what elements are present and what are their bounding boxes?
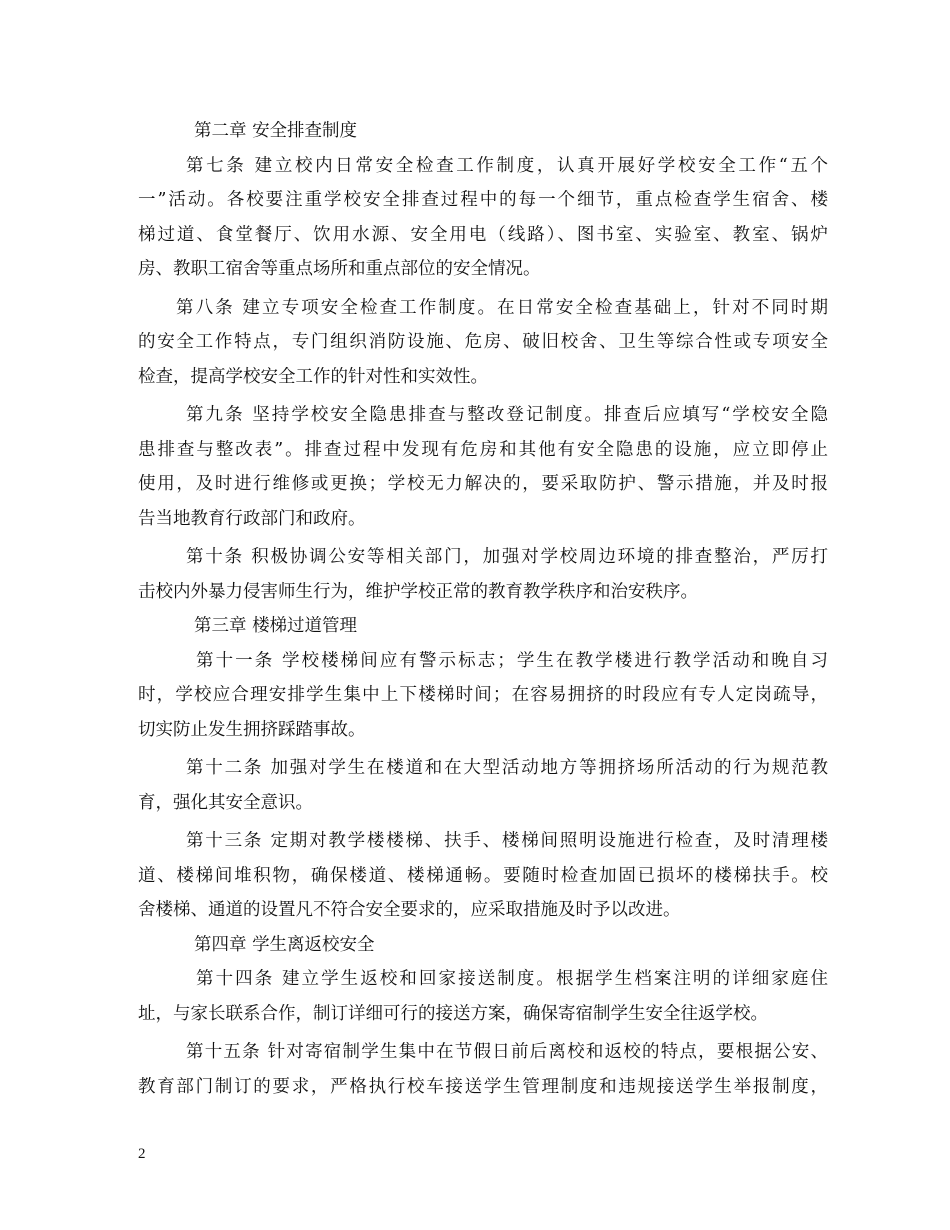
chapter-heading: 第三章 楼梯过道管理 [194, 616, 358, 636]
paragraph-line: 的安全工作特点，专门组织消防设施、危房、破旧校舍、卫生等综合性或专项安全 [138, 332, 828, 352]
article-paragraph [138, 962, 828, 1031]
paragraph-line: 第十四条 建立学生返校和回家接送制度。根据学生档案注明的详细家庭住 [196, 969, 828, 989]
paragraph-line: 检查，提高学校安全工作的针对性和实效性。 [138, 366, 488, 387]
paragraph-line: 患排查与整改表”。排查过程中发现有危房和其他有安全隐患的设施，应立即停止 [138, 439, 828, 460]
paragraph-line: 第十条 积极协调公安等相关部门，加强对学校周边环境的排查整治，严厉打 [186, 547, 828, 567]
article-paragraph [138, 149, 828, 287]
document-body [138, 114, 828, 1104]
paragraph-line: 时，学校应合理安排学生集中上下楼梯时间；在容易拥挤的时段应有专人定岗疏导， [138, 685, 828, 705]
paragraph-line: 道、楼梯间堆积物，确保楼道、楼梯通畅。要随时检查加固已损坏的楼梯扶手。校 [138, 865, 828, 886]
page-number: 2 [138, 1146, 146, 1162]
article-paragraph [138, 540, 828, 609]
paragraph-line: 第八条 建立专项安全检查工作制度。在日常安全检查基础上，针对不同时期 [176, 297, 828, 318]
article-paragraph [138, 824, 828, 928]
article-paragraph [138, 1035, 828, 1104]
paragraph-line: 址，与家长联系合作，制订详细可行的接送方案，确保寄宿制学生安全往返学校。 [138, 1003, 768, 1024]
paragraph-line: 一”活动。各校要注重学校安全排查过程中的每一个细节，重点检查学生宿舍、楼 [138, 190, 828, 210]
chapter-heading: 第四章 学生离返校安全 [194, 934, 375, 955]
article-paragraph [138, 291, 828, 395]
article-paragraph [138, 398, 828, 536]
paragraph-line: 房、教职工宿舍等重点场所和重点部位的安全情况。 [138, 259, 541, 279]
article-paragraph [138, 644, 828, 748]
paragraph-line: 梯过道、食堂餐厅、饮用水源、安全用电（线路）、图书室、实验室、教室、锅炉 [138, 224, 828, 245]
paragraph-line: 第十五条 针对寄宿制学生集中在节假日前后离校和返校的特点，要根据公安、 [186, 1042, 828, 1062]
paragraph-line: 第十一条 学校楼梯间应有警示标志；学生在教学楼进行教学活动和晚自习 [196, 650, 828, 671]
paragraph-line: 第九条 坚持学校安全隐患排查与整改登记制度。排查后应填写“学校安全隐 [186, 405, 828, 425]
paragraph-line: 第十二条 加强对学生在楼道和在大型活动地方等拥挤场所活动的行为规范教 [186, 758, 828, 778]
paragraph-line: 第十三条 定期对教学楼楼梯、扶手、楼梯间照明设施进行检查，及时清理楼 [186, 831, 828, 851]
paragraph-line: 第七条 建立校内日常安全检查工作制度，认真开展好学校安全工作“五个 [186, 155, 828, 176]
chapter-heading: 第二章 安全排查制度 [194, 121, 358, 141]
paragraph-line: 舍楼梯、通道的设置凡不符合安全要求的，应采取措施及时予以改进。 [138, 900, 681, 920]
article-paragraph [138, 751, 828, 820]
paragraph-line: 育，强化其安全意识。 [138, 792, 313, 813]
paragraph-line: 击校内外暴力侵害师生行为，维护学校正常的教育教学秩序和治安秩序。 [138, 581, 698, 602]
paragraph-line: 使用，及时进行维修或更换；学校无力解决的，要采取防护、警示措施，并及时报 [138, 474, 828, 494]
paragraph-line: 教育部门制订的要求，严格执行校车接送学生管理制度和违规接送学生举报制度， [138, 1076, 828, 1097]
paragraph-line: 告当地教育行政部门和政府。 [138, 508, 366, 529]
paragraph-line: 切实防止发生拥挤踩踏事故。 [138, 719, 366, 740]
